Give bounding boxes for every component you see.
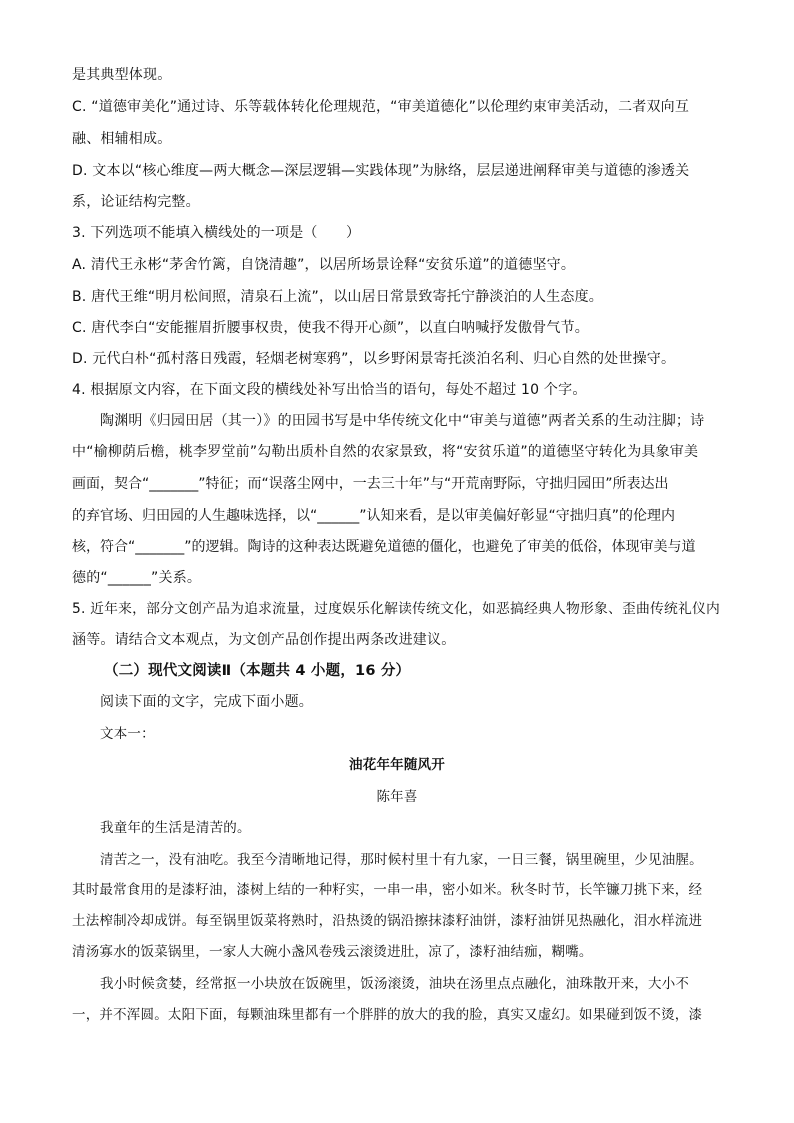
text-line: 涵等。请结合文本观点，为文创产品创作提出两条改进建议。 <box>72 632 456 648</box>
instruction: 阅读下面的文字，完成下面小题。 <box>100 694 313 710</box>
q3-option-b: B. 唐代王维“明月松间照，清泉石上流”，以山居日常景致寄托宁静淡泊的人生态度。 <box>72 289 604 305</box>
text-one-label: 文本一： <box>100 726 155 742</box>
question-5: 5. 近年来，部分文创产品为追求流量，过度娱乐化解读传统文化，如恶搞经典人物形象、歪曲传统礼仪内 <box>72 601 721 617</box>
q4-passage-line: 陶渊明《归园田居（其一）》的田园书写是中华传统文化中“审美与道德”两者关系的生动注脚；诗 <box>100 413 705 429</box>
option-d-line: D. 文本以“核心维度—两大概念—深层逻辑—实践体现”为脉络，层层递进阐释审美与道德的渗透关 <box>72 163 690 179</box>
q3-option-d: D. 元代白朴“孤村落日残霞，轻烟老树寒鸦”，以乡野闲景寄托淡泊名利、归心自然的处世操守。 <box>72 351 676 367</box>
article-line: 其时最常食用的是漆籽油，漆树上结的一种籽实，一串一串，密小如米。秋冬时节，长竿镰刀挑下来，经 <box>72 882 703 898</box>
q4-passage-line: 的弃官场、归田园的人生趣味选择，以“______”认知来看，是以审美偏好彰显“守拙归真”的伦理内 <box>72 508 676 524</box>
article-paragraph: 我童年的生活是清苦的。 <box>100 820 251 836</box>
option-c-line: C. “道德审美化”通过诗、乐等载体转化伦理规范，“审美道德化”以伦理约束审美活动，二者双向互 <box>72 99 690 115</box>
q4-passage-line: 画面，契合“_______”特征；而“误落尘网中，一去三十年”与“开荒南野际，守拙归园田”所表达出 <box>72 476 669 492</box>
article-line: 土法榨制冷却成饼。每至锅里饭菜将熟时，沿热烫的锅沿擦抹漆籽油饼，漆籽油饼见热融化，泪水样流进 <box>72 913 703 929</box>
section-heading: （二）现代文阅读Ⅱ（本题共 4 小题，16 分） <box>104 663 411 679</box>
q3-option-c: C. 唐代李白“安能摧眉折腰事权贵，使我不得开心颜”，以直白呐喊抒发傲骨气节。 <box>72 320 589 336</box>
article-line: 清汤寡水的饭菜锅里，一家人大碗小盏风卷残云滚烫进肚，凉了，漆籽油结痂，糊嘴。 <box>72 944 593 960</box>
q4-passage-line: 核，符合“_______”的逻辑。陶诗的这种表达既避免道德的僵化，也避免了审美的低俗，体现审美与道 <box>72 539 696 555</box>
text-line: 是其典型体现。 <box>72 67 172 83</box>
article-paragraph: 清苦之一，没有油吃。我至今清晰地记得，那时候村里十有九家，一日三餐，锅里碗里，少见油腥。 <box>100 852 703 868</box>
article-title: 油花年年随风开 <box>349 757 445 773</box>
text-line: 系，论证结构完整。 <box>72 194 200 210</box>
q3-option-a: A. 清代王永彬“茅舍竹篱，自饶清趣”，以居所场景诠释“安贫乐道”的道德坚守。 <box>72 257 576 273</box>
question-4: 4. 根据原文内容，在下面文段的横线处补写出恰当的语句，每处不超过 10 个字。 <box>72 382 587 398</box>
article-author: 陈年喜 <box>376 789 418 805</box>
q4-passage-line: 德的“______”关系。 <box>72 570 202 586</box>
article-paragraph: 我小时候贪婪，经常抠一小块放在饭碗里，饭汤滚烫，油块在汤里点点融化，油珠散开来，大小不 <box>100 976 690 992</box>
question-3: 3. 下列选项不能填入横线处的一项是（ ） <box>72 225 361 241</box>
article-line: 一，并不浑圆。太阳下面，每颗油珠里都有一个胖胖的放大的我的脸，真实又虚幻。如果碰到饭不烫，漆 <box>72 1007 703 1023</box>
q4-passage-line: 中“榆柳荫后檐，桃李罗堂前”勾勒出质朴自然的农家景致，将“安贫乐道”的道德坚守转化为具象审美 <box>72 444 699 460</box>
text-line: 融、相辅相成。 <box>72 131 172 147</box>
